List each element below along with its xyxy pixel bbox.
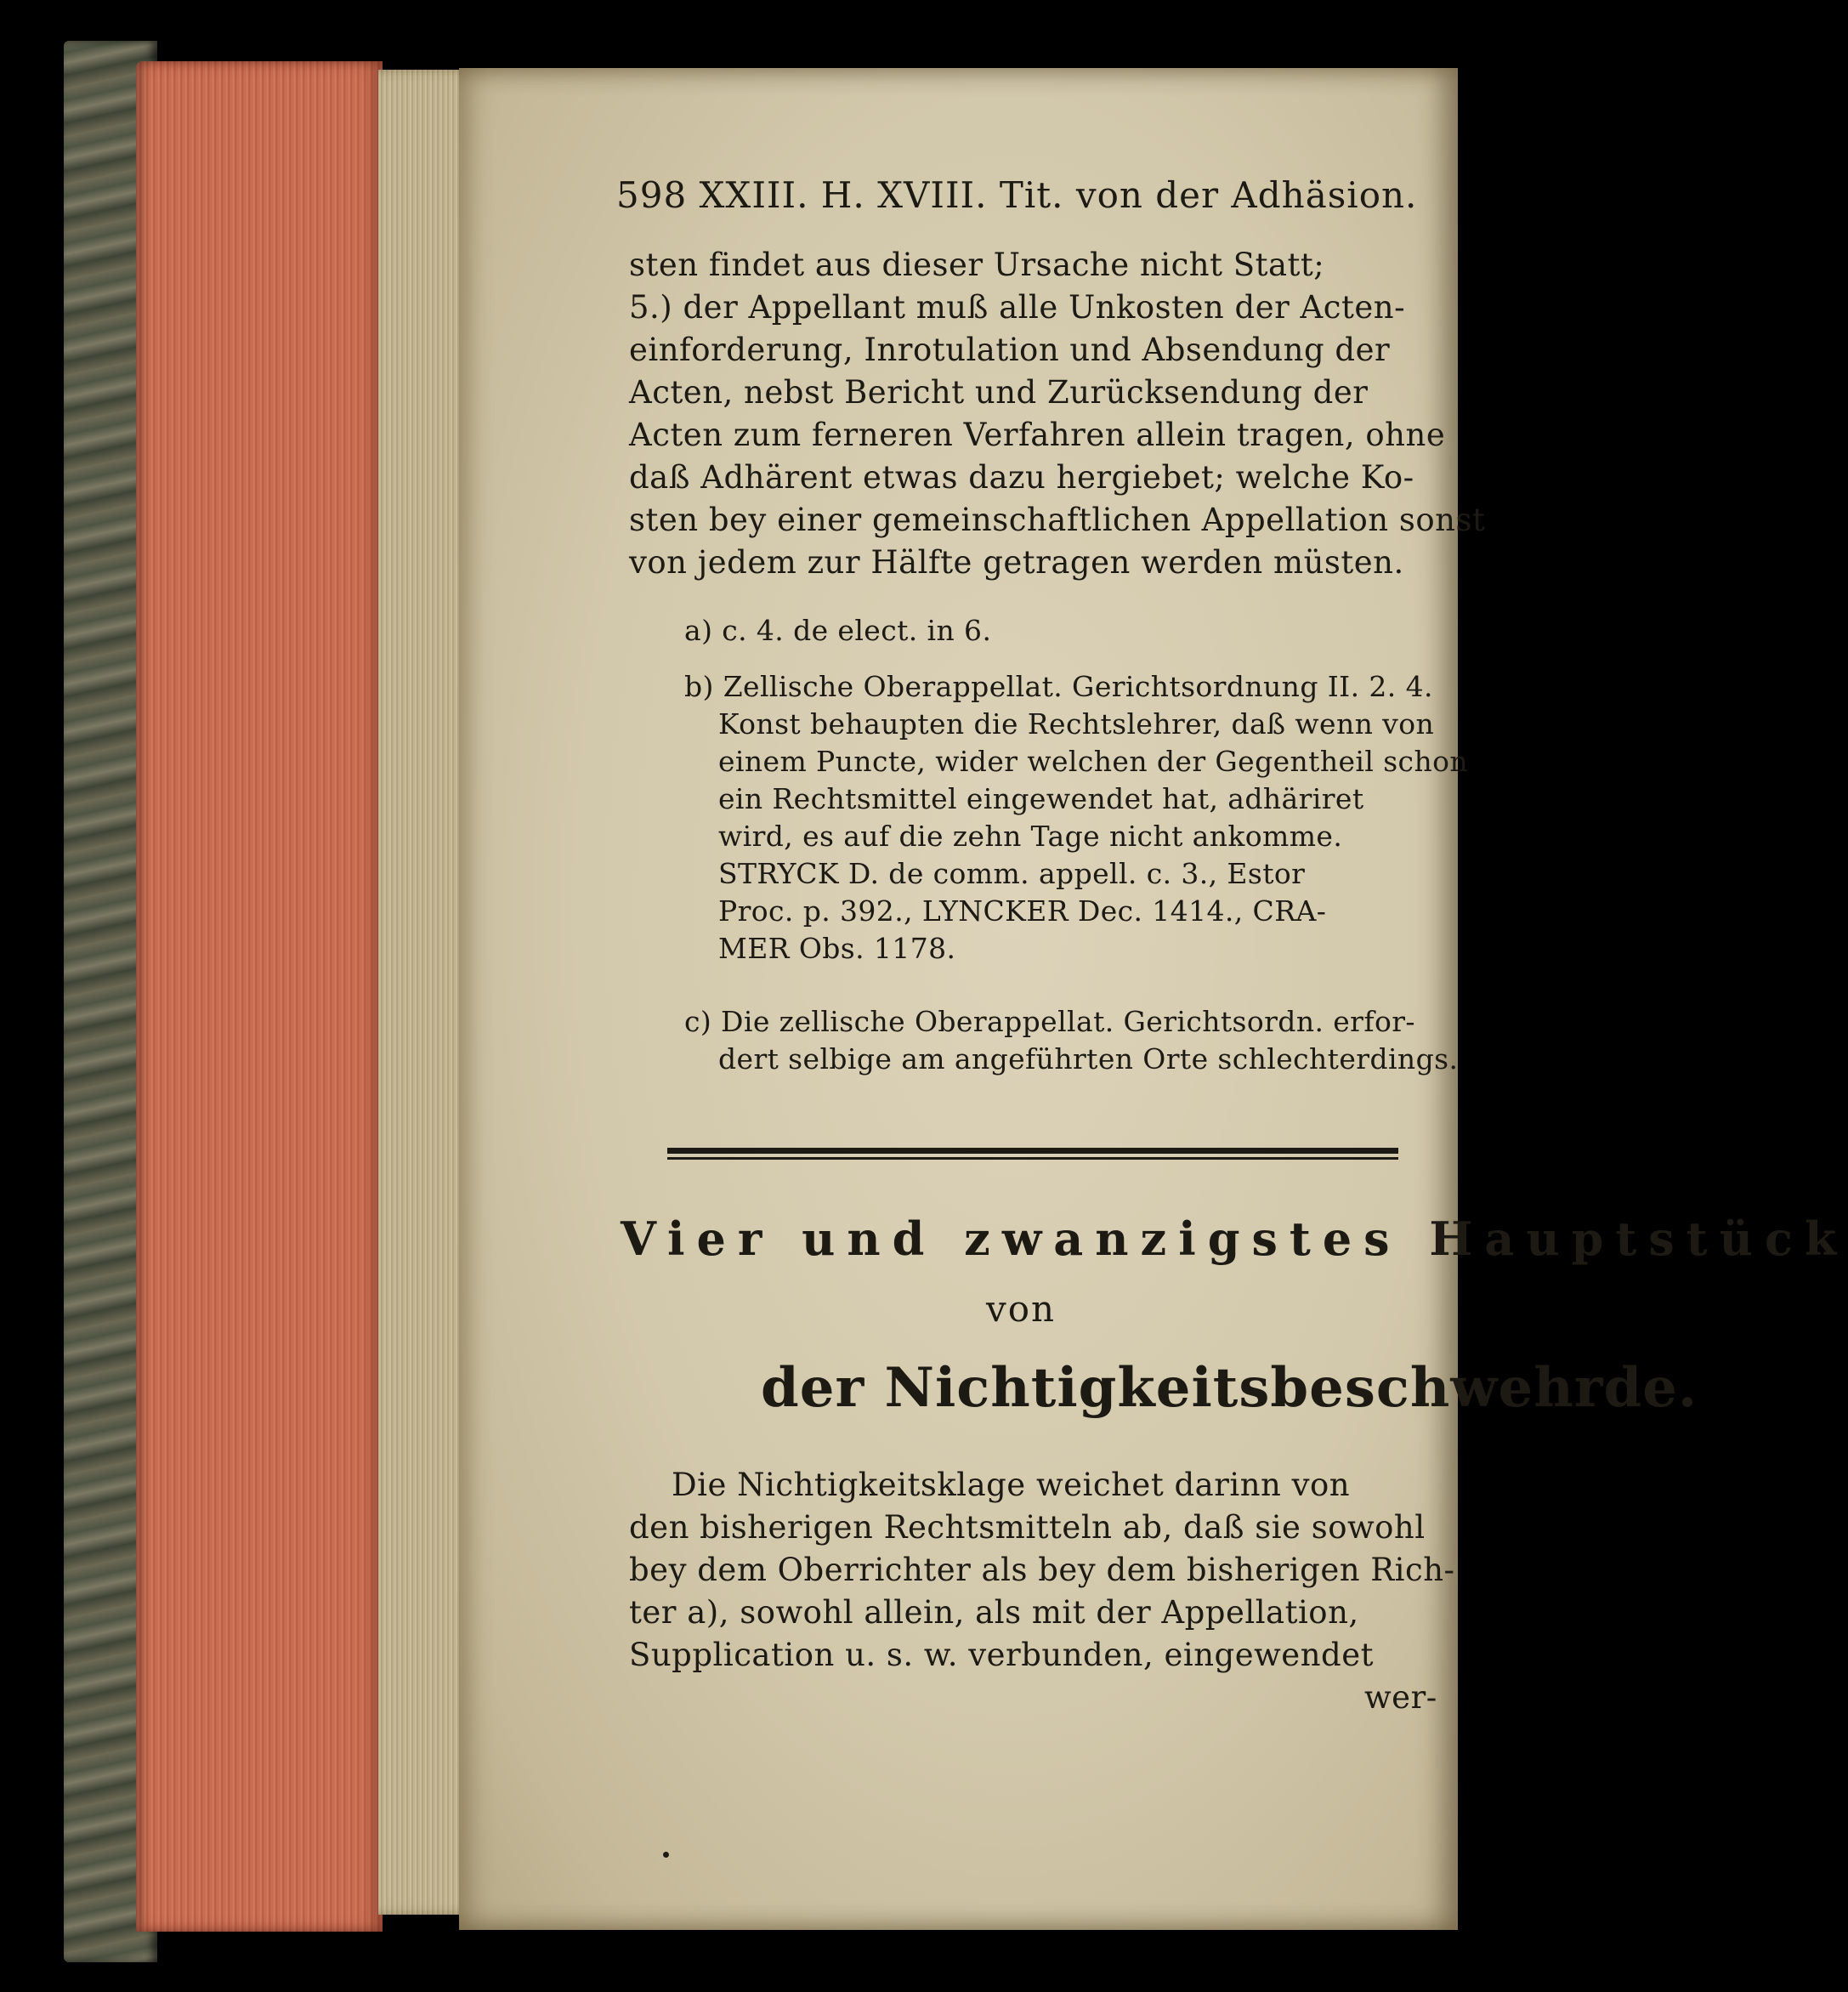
footnote-line: Proc. p. 392., LYNCKER Dec. 1414., CRA- [718,894,1327,928]
body-line: sten bey einer gemeinschaftlichen Appellation sonst [629,502,1486,538]
footnote-line: wird, es auf die zehn Tage nicht ankomme. [718,820,1343,853]
footnote-line: ein Rechtsmittel eingewendet hat, adhäriret [718,782,1364,815]
chapter-subject: der Nichtigkeitsbeschwehrde. [761,1356,1698,1420]
chapter-body-line: den bisherigen Rechtsmitteln ab, daß sie sowohl [629,1509,1426,1546]
footnote-c: c) Die zellische Oberappellat. Gerichtsordn. erfor- [684,1005,1415,1038]
body-line: sten findet aus dieser Ursache nicht Statt; [629,247,1325,283]
footnote-line: dert selbige am angeführten Orte schlechterdings. [718,1042,1459,1075]
footnote-line: einem Puncte, wider welchen der Gegentheil schon [718,745,1469,778]
footnote-a: a) c. 4. de elect. in 6. [684,614,992,647]
chapter-body-line: Die Nichtigkeitsklage weichet darinn von [672,1467,1351,1503]
body-line: Acten zum ferneren Verfahren allein tragen, ohne [629,417,1446,453]
ink-speck [663,1852,669,1858]
book-page [459,68,1848,1930]
body-line: daß Adhärent etwas dazu hergiebet; welche Ko- [629,459,1414,496]
running-head: 598 XXIII. H. XVIII. Tit. von der Adhäsion. [616,174,1418,216]
body-line: einforderung, Inrotulation und Absendung der [629,332,1391,368]
chapter-body-line: bey dem Oberrichter als bey dem bisherigen Rich- [629,1552,1455,1588]
red-page-edges [136,61,383,1932]
chapter-body-line: Supplication u. s. w. verbunden, eingewendet [629,1637,1374,1673]
footnote-line: STRYCK D. de comm. appell. c. 3., Estor [718,857,1306,890]
chapter-body-line: ter a), sowohl allein, als mit der Appellation, [629,1594,1359,1631]
chapter-von: von [986,1288,1057,1330]
catchword: wer- [1364,1679,1437,1716]
body-line: von jedem zur Hälfte getragen werden müsten. [629,544,1404,581]
chapter-divider-rule-thin [667,1157,1398,1160]
chapter-divider-rule [667,1148,1398,1154]
body-line: 5.) der Appellant muß alle Unkosten der Acten- [629,289,1406,326]
footnote-line: MER Obs. 1178. [718,932,956,965]
chapter-title: Vier und zwanzigstes Hauptstück [621,1212,1848,1266]
footnote-line: Konst behaupten die Rechtslehrer, daß wenn von [718,707,1435,741]
footnote-b: b) Zellische Oberappellat. Gerichtsordnung II. 2. 4. [684,670,1433,703]
body-line: Acten, nebst Bericht und Zurücksendung der [629,374,1369,411]
